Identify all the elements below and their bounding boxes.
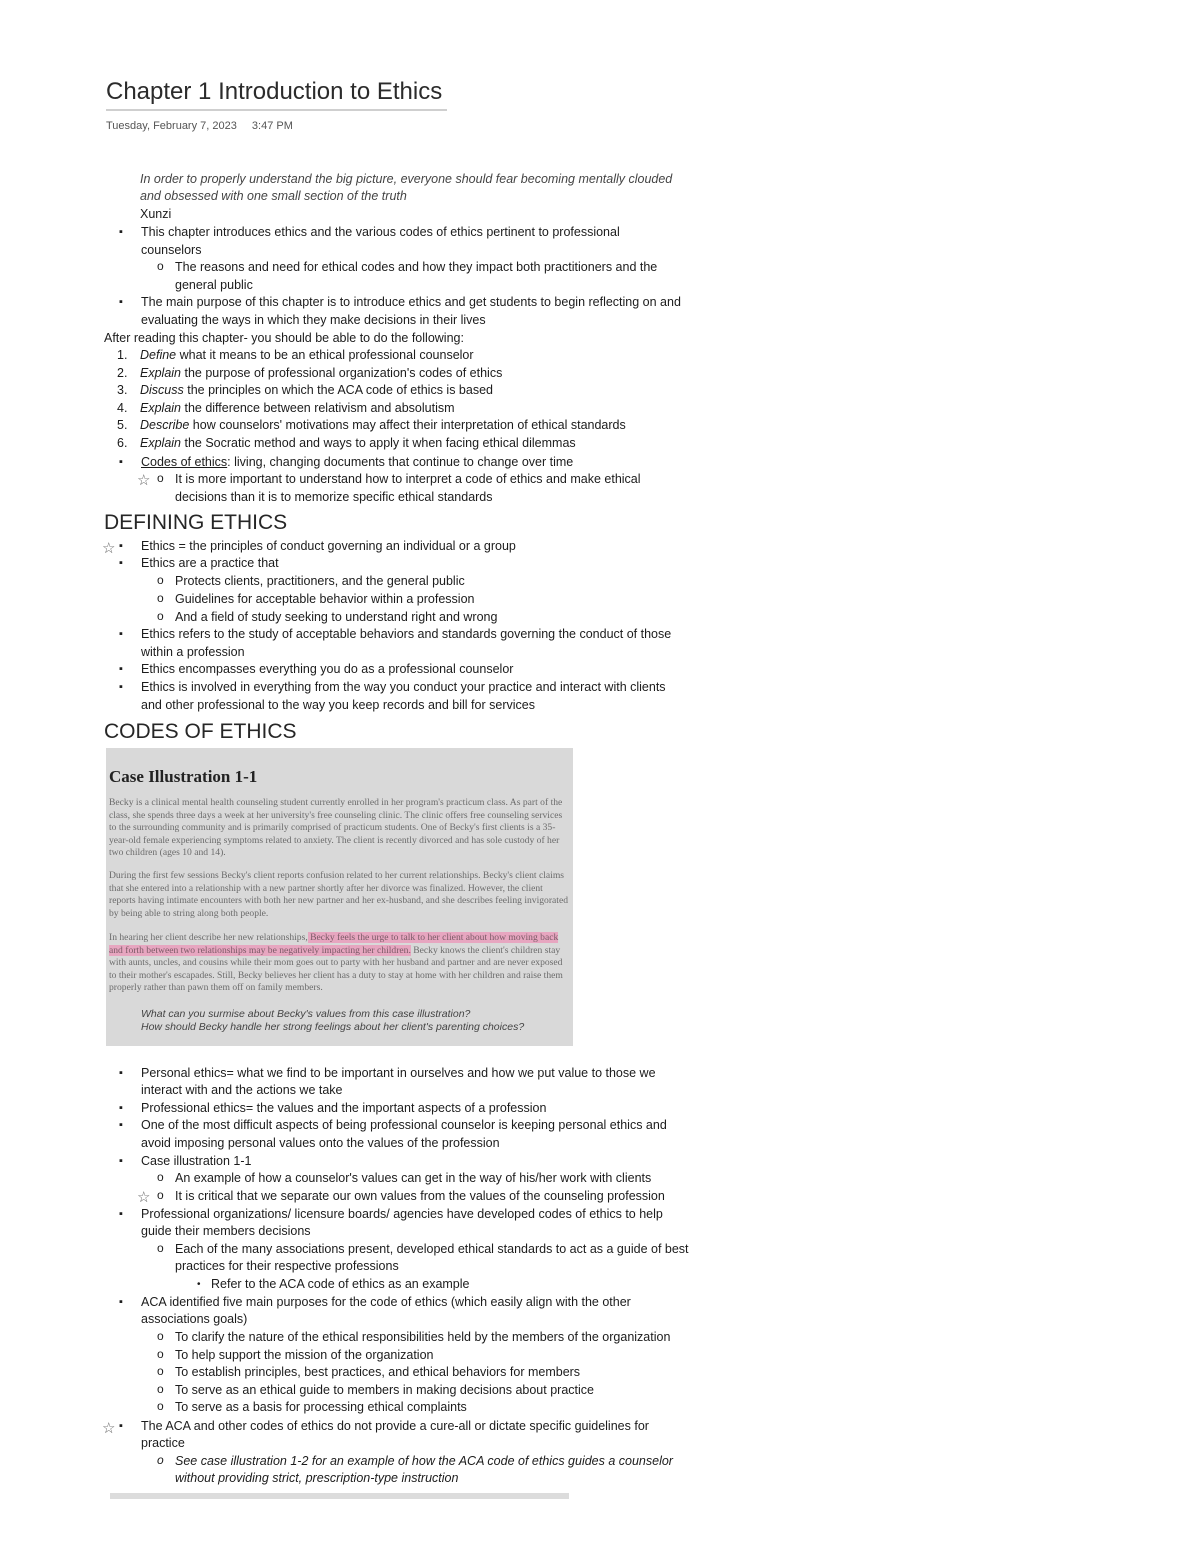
list-subsubitem: • Refer to the ACA code of ethics as an example xyxy=(211,1276,469,1294)
page-date: Tuesday, February 7, 2023 xyxy=(106,120,237,132)
objective-verb: Explain xyxy=(140,401,181,415)
list-item: ▪ Personal ethics= what we find to be important in ourselves and how we put value to those we xyxy=(141,1065,656,1083)
case-illustration-image xyxy=(106,748,573,1046)
objective-verb: Describe xyxy=(140,418,190,432)
page-datetime xyxy=(106,120,305,132)
codes-note-item xyxy=(141,454,573,472)
list-subitem: o And a field of study seeking to understand right and wrong xyxy=(175,609,497,627)
case-paragraph-1: Becky is a clinical mental health counseling student currently enrolled in her program's practicum class. As part of the class, she spends three days a week at her university's free counseling clinic. The clinic offers free counseling services to the surrounding community and is primarily comprised of practicum students. One of Becky's first clients is a 35-year-old female experiencing symptoms related to anxiety. The client is recently divorced and has sole custody of her two children (ages 10 and 14). xyxy=(109,797,563,859)
list-subitem: o To clarify the nature of the ethical responsibilities held by the members of the organization xyxy=(175,1329,670,1347)
star-icon: ☆ xyxy=(137,1189,151,1206)
objective-text: the purpose of professional organization's codes of ethics xyxy=(181,366,503,380)
list-item-cont: evaluating the ways in which they make decisions in their lives xyxy=(141,313,486,327)
objective-item xyxy=(140,347,474,365)
objective-text: what it means to be an ethical professional counselor xyxy=(176,348,474,362)
objective-number: 2. xyxy=(117,366,128,380)
list-item-cont: practice xyxy=(141,1436,185,1450)
objective-text: the difference between relativism and absolutism xyxy=(181,401,455,415)
objective-number: 3. xyxy=(117,383,128,397)
star-icon: ☆ xyxy=(137,472,151,489)
quote-line-2: and obsessed with one small section of the truth xyxy=(140,189,407,203)
quote-line-1: In order to properly understand the big picture, everyone should fear becoming mentally clouded xyxy=(140,172,673,186)
case-p3-start: In hearing her client describe her new relationships, xyxy=(109,932,308,943)
list-subitem: o An example of how a counselor's values can get in the way of his/her work with clients xyxy=(175,1170,651,1188)
objective-item xyxy=(140,400,455,418)
list-item: ▪ This chapter introduces ethics and the various codes of ethics pertinent to professional xyxy=(141,224,620,242)
list-subitem-cont: decisions than it is to memorize specific ethical standards xyxy=(175,490,493,504)
case-paragraph-3 xyxy=(109,932,571,995)
list-subitem: o The reasons and need for ethical codes and how they impact both practitioners and the xyxy=(175,259,657,277)
list-item: ▪ Ethics are a practice that xyxy=(141,555,279,573)
codes-term: Codes of ethics xyxy=(141,455,228,469)
list-item-cont: guide their members decisions xyxy=(141,1224,311,1238)
case-paragraph-2: During the first few sessions Becky's client reports confusion related to her current relationships. Becky's client claims that she entered into a relationship with a new partner shortly after her divorce was finalized. However, the client reports having intimate encounters with both her new partner and her ex-husband, and she describes feeling invigorated by being able to string along both people. xyxy=(109,870,569,919)
objective-number: 6. xyxy=(117,436,128,450)
list-item-cont: interact with and the actions we take xyxy=(141,1083,343,1097)
list-item: ▪ Ethics encompasses everything you do as a professional counselor xyxy=(141,661,513,679)
list-subitem: o To establish principles, best practices, and ethical behaviors for members xyxy=(175,1364,580,1382)
list-item-cont: associations goals) xyxy=(141,1312,248,1326)
case-question-2: How should Becky handle her strong feelings about her client's parenting choices? xyxy=(141,1021,525,1033)
list-item: ▪ ACA identified five main purposes for the code of ethics (which easily align with the other xyxy=(141,1294,631,1312)
list-subitem: o See case illustration 1-2 for an example of how the ACA code of ethics guides a counselor xyxy=(175,1453,673,1471)
objective-text: how counselors' motivations may affect their interpretation of ethical standards xyxy=(189,418,626,432)
heading-codes-of-ethics: CODES OF ETHICS xyxy=(104,720,297,743)
list-item: ▪ Ethics is involved in everything from the way you conduct your practice and interact with clients xyxy=(141,679,666,697)
list-item-cont: and other professional to the way you keep records and bill for services xyxy=(141,698,535,712)
list-subitem: o Protects clients, practitioners, and the general public xyxy=(175,573,465,591)
list-subitem-cont: without providing strict, prescription-type instruction xyxy=(175,1471,459,1485)
case-p3-end: Becky knows the client's children stay with aunts, uncles, and cousins while their mom goes out to party with her husband and partner and are never exposed to their mother's escapades. Still, Becky believes her client has a duty to stay at home with her children and raise them properly rather than pawn them off on family members. xyxy=(109,944,563,994)
list-item: ▪ Professional organizations/ licensure boards/ agencies have developed codes of ethics to help xyxy=(141,1206,663,1224)
objective-item xyxy=(140,417,626,435)
objective-item xyxy=(140,382,493,400)
list-subitem: o It is more important to understand how to interpret a code of ethics and make ethical xyxy=(175,471,641,489)
star-icon: ☆ xyxy=(102,1420,116,1437)
quote-author: Xunzi xyxy=(140,207,172,221)
objective-item xyxy=(140,365,502,383)
page-title: Chapter 1 Introduction to Ethics xyxy=(106,78,447,111)
objective-text: the principles on which the ACA code of ethics is based xyxy=(183,383,493,397)
list-subitem: o Guidelines for acceptable behavior within a profession xyxy=(175,591,474,609)
list-subitem: o Each of the many associations present, developed ethical standards to act as a guide of best xyxy=(175,1241,689,1259)
list-item-cont: counselors xyxy=(141,243,202,257)
list-item: ▪ Case illustration 1-1 xyxy=(141,1153,251,1171)
list-item: ▪ Professional ethics= the values and the important aspects of a profession xyxy=(141,1100,546,1118)
list-subitem-cont: practices for their respective professions xyxy=(175,1259,399,1273)
objective-verb: Discuss xyxy=(140,383,184,397)
case-question-1: What can you surmise about Becky's values from this case illustration? xyxy=(141,1008,471,1020)
heading-defining-ethics: DEFINING ETHICS xyxy=(104,511,288,534)
list-subitem: o It is critical that we separate our own values from the values of the counseling profession xyxy=(175,1188,665,1206)
list-item: ▪ One of the most difficult aspects of being professional counselor is keeping personal ethics and xyxy=(141,1117,667,1135)
objective-verb: Define xyxy=(140,348,177,362)
objective-verb: Explain xyxy=(140,436,181,450)
bottom-scroll-bar xyxy=(110,1493,569,1499)
list-subitem: o To serve as an ethical guide to members in making decisions about practice xyxy=(175,1382,594,1400)
star-icon: ☆ xyxy=(102,540,116,557)
objective-text: the Socratic method and ways to apply it when facing ethical dilemmas xyxy=(181,436,576,450)
objective-number: 1. xyxy=(117,348,128,362)
page-time: 3:47 PM xyxy=(251,120,293,132)
list-item-cont: within a profession xyxy=(141,645,245,659)
objective-verb: Explain xyxy=(140,366,181,380)
list-item: ▪ Ethics = the principles of conduct governing an individual or a group xyxy=(141,538,516,556)
list-subitem: o To serve as a basis for processing ethical complaints xyxy=(175,1399,467,1417)
list-item: ▪ The ACA and other codes of ethics do not provide a cure-all or dictate specific guidelines for xyxy=(141,1418,649,1436)
after-reading-text: After reading this chapter- you should be able to do the following: xyxy=(104,331,464,345)
list-item: ▪ The main purpose of this chapter is to introduce ethics and get students to begin reflecting on and xyxy=(141,294,681,312)
list-subitem-cont: general public xyxy=(175,278,253,292)
objective-number: 4. xyxy=(117,401,128,415)
case-p3-highlight: Becky feels the urge to talk to her client about how moving back and forth between two relationships may be negatively impacting her children. xyxy=(109,932,559,956)
codes-note-text: : living, changing documents that continue to change over time xyxy=(227,455,574,469)
list-item: ▪ Ethics refers to the study of acceptable behaviors and standards governing the conduct of those xyxy=(141,626,671,644)
objective-number: 5. xyxy=(117,418,128,432)
list-item-cont: avoid imposing personal values onto the values of the profession xyxy=(141,1136,500,1150)
list-subitem: o To help support the mission of the organization xyxy=(175,1347,434,1365)
case-title: Case Illustration 1-1 xyxy=(109,767,258,786)
objective-item xyxy=(140,435,576,453)
